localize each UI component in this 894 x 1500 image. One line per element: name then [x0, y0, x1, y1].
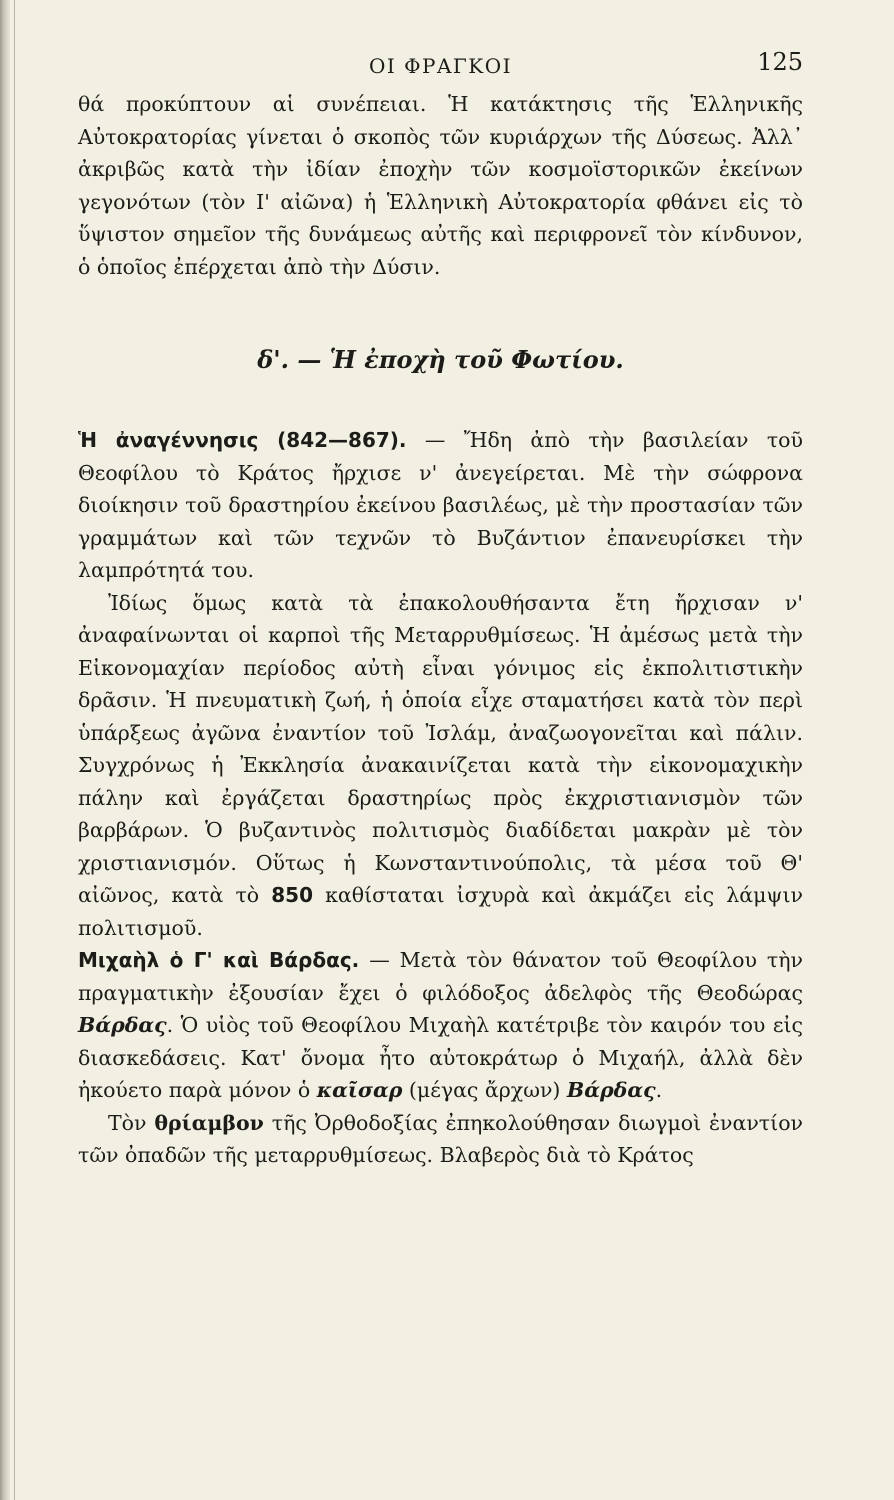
- running-title: ΟΙ ΦΡΑΓΚΟΙ: [368, 54, 513, 78]
- opening-paragraph: θά προκύπτουν αἱ συνέπειαι. Ἡ κατάκτησις τῆς Ἑλληνικῆς Αὐτοκρατορίας γίνεται ὁ σκοπὸς τῶν κυριάρχων τῆς Δύσεως. Ἀλλ᾽ ἀκριβῶς κατὰ τὴν ἰδίαν ἐποχὴν τῶν κοσμοϊστορικῶν ἐκείνων γεγονότων (τὸν Ι' αἰῶνα) ἡ Ἑλληνικὴ Αὐτοκρατορία φθάνει εἰς τὸ ὕψιστον σημεῖον τῆς δυνάμεως αὐτῆς καὶ περιφρονεῖ τὸν κίνδυνον, ὁ ὁποῖος ἐπέρχεται ἀπὸ τὴν Δύσιν.: [78, 92, 803, 279]
- paragraph-renaissance: [78, 424, 803, 587]
- paragraph-reform-text-start: Ἰδίως ὅμως κατὰ τὰ ἐπακολουθήσαντα ἔτη ἤρχισαν ν' ἀναφαίνωνται οἱ καρποὶ τῆς Μεταρρυθμίσεως. Ἡ ἀμέσως μετὰ τὴν Εἰκονομαχίαν περίοδος αὐτὴ εἶναι γόνιμος εἰς ἐκπολιτιστικὴν δρᾶσιν. Ἡ πνευματικὴ ζωή, ἡ ὁποία εἶχε σταματήσει κατὰ τὸν περὶ ὑπάρξεως ἀγῶνα ἐναντίον τοῦ Ἰσλάμ, ἀναζωογονεῖται καὶ πάλιν. Συγχρόνως ἡ Ἐκκλησία ἀνακαινίζεται κατὰ τὴν εἰκονομαχικὴν πάλην καὶ ἐργάζεται δραστηρίως πρὸς ἐκχριστιανισμὸν τῶν βαρβάρων. Ὁ βυζαντινὸς πολιτισμὸς διαδίδεται μακρὰν μὲ τὸν χριστιανισμόν. Οὕτως ἡ Κωνσταντινούπολις, τὰ μέσα τοῦ Θ' αἰῶνος, κατὰ τὸ: [78, 590, 803, 907]
- paragraph-triumph-start: Τὸν: [108, 1110, 155, 1135]
- paragraph-reform-text-end: καθίσταται ἰσχυρὰ καὶ ἀκμάζει εἰς λάμψιν πολιτισμοῦ.: [78, 883, 803, 940]
- paragraph-triumph-text: τῆς Ὀρθοδοξίας ἐπηκολούθησαν διωγμοὶ ἐναντίον τῶν ὀπαδῶν τῆς μεταρρυθμίσεως. Βλαβερὸς διὰ τὸ Κράτος: [78, 1110, 803, 1167]
- name-bardas-2: Βάρδας: [566, 1078, 656, 1102]
- running-header: [78, 48, 803, 88]
- paragraph-michael-text-2: . Ὁ υἱὸς τοῦ Θεοφίλου Μιχαὴλ κατέτριβε τὸν καιρόν του εἰς διασκεδάσεις. Κατ' ὄνομα ἦτο αὐτοκράτωρ ὁ Μιχαήλ, ἀλλὰ δὲν ἠκούετο παρὰ μόνον ὁ: [78, 1013, 803, 1102]
- title-kaisar: καῖσαρ: [316, 1078, 403, 1102]
- section-heading: δ'. — Ἡ ἐποχὴ τοῦ Φωτίου.: [257, 345, 624, 374]
- paragraph-michael-text-1: — Μετὰ τὸν θάνατον τοῦ Θεοφίλου τὴν πραγματικὴν ἐξουσίαν ἔχει ὁ φιλόδοξος ἀδελφὸς τῆς Θεοδώρας: [78, 948, 803, 1005]
- subheading-renaissance: Ἡ ἀναγέννησις (842—867).: [78, 428, 407, 452]
- year-850: 850: [271, 883, 313, 907]
- page-binding-edge: [14, 0, 15, 1500]
- paragraph-michael-paren: (μέγας ἄρχων): [402, 1078, 567, 1102]
- page-number: 125: [757, 48, 803, 76]
- paragraph-michael-end: .: [655, 1078, 663, 1102]
- word-triumph: θρίαμβον: [154, 1110, 264, 1135]
- page-binding-shadow: [0, 0, 10, 1500]
- paragraph-michael-bardas: [78, 944, 803, 1107]
- paragraph-renaissance-text: — Ἤδη ἀπὸ τὴν βασιλείαν τοῦ Θεοφίλου τὸ Κράτος ἤρχισε ν' ἀνεγείρεται. Μὲ τὴν σώφρονα διοίκησιν τοῦ δραστηρίου ἐκείνου βασιλέως, μὲ τὴν προστασίαν τῶν γραμμάτων καὶ τῶν τεχνῶν τὸ Βυζάντιον ἐπανευρίσκει τὴν λαμπρότητά του.: [78, 428, 803, 582]
- name-bardas-1: Βάρδας: [78, 1013, 167, 1037]
- book-page: [78, 48, 803, 1172]
- subheading-michael-bardas: Μιχαὴλ ὁ Γ' καὶ Βάρδας.: [78, 948, 360, 972]
- paragraph-triumph: [78, 1107, 803, 1172]
- paragraph-reform-fruits: [78, 587, 803, 945]
